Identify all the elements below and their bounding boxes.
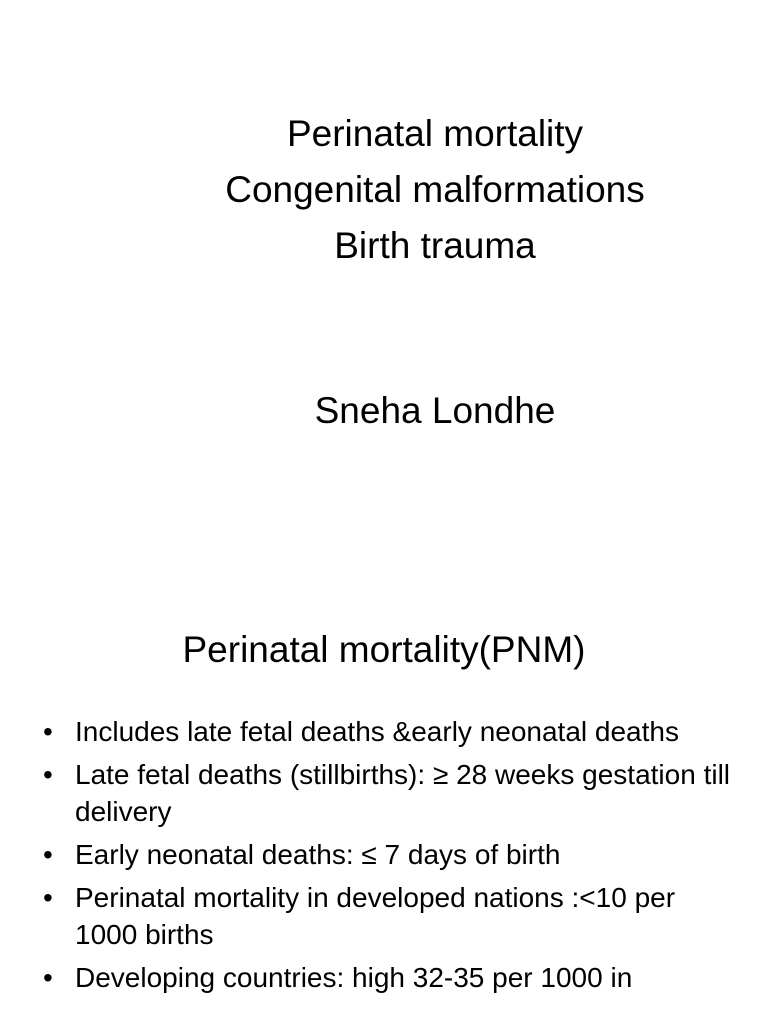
bullet-text: Includes late fetal deaths &early neonatal deaths — [75, 716, 679, 747]
bullet-item — [43, 836, 743, 873]
title-line: Birth trauma — [334, 225, 536, 266]
bullet-icon: • — [43, 716, 53, 747]
section-heading: Perinatal mortality(PNM) — [182, 629, 586, 670]
author-name: Sneha Londhe — [314, 390, 556, 431]
slide-title — [100, 106, 768, 274]
bullet-item — [43, 756, 743, 830]
bullet-icon: • — [43, 962, 53, 993]
bullet-text: Developing countries: high 32-35 per 1000 in — [75, 962, 633, 993]
title-line: Perinatal mortality — [286, 113, 584, 154]
bullet-list — [43, 713, 743, 1002]
bullet-icon: • — [43, 839, 53, 870]
title-line: Congenital malformations — [225, 169, 645, 210]
bullet-icon: • — [43, 882, 53, 913]
bullet-item — [43, 959, 743, 996]
bullet-text: Late fetal deaths (stillbirths): ≥ 28 weeks gestation till delivery — [75, 759, 731, 827]
bullet-item — [43, 879, 743, 953]
bullet-icon: • — [43, 759, 53, 790]
bullet-item — [43, 713, 743, 750]
bullet-text: Perinatal mortality in developed nations :<10 per 1000 births — [75, 882, 676, 950]
bullet-text: Early neonatal deaths: ≤ 7 days of birth — [75, 839, 561, 870]
